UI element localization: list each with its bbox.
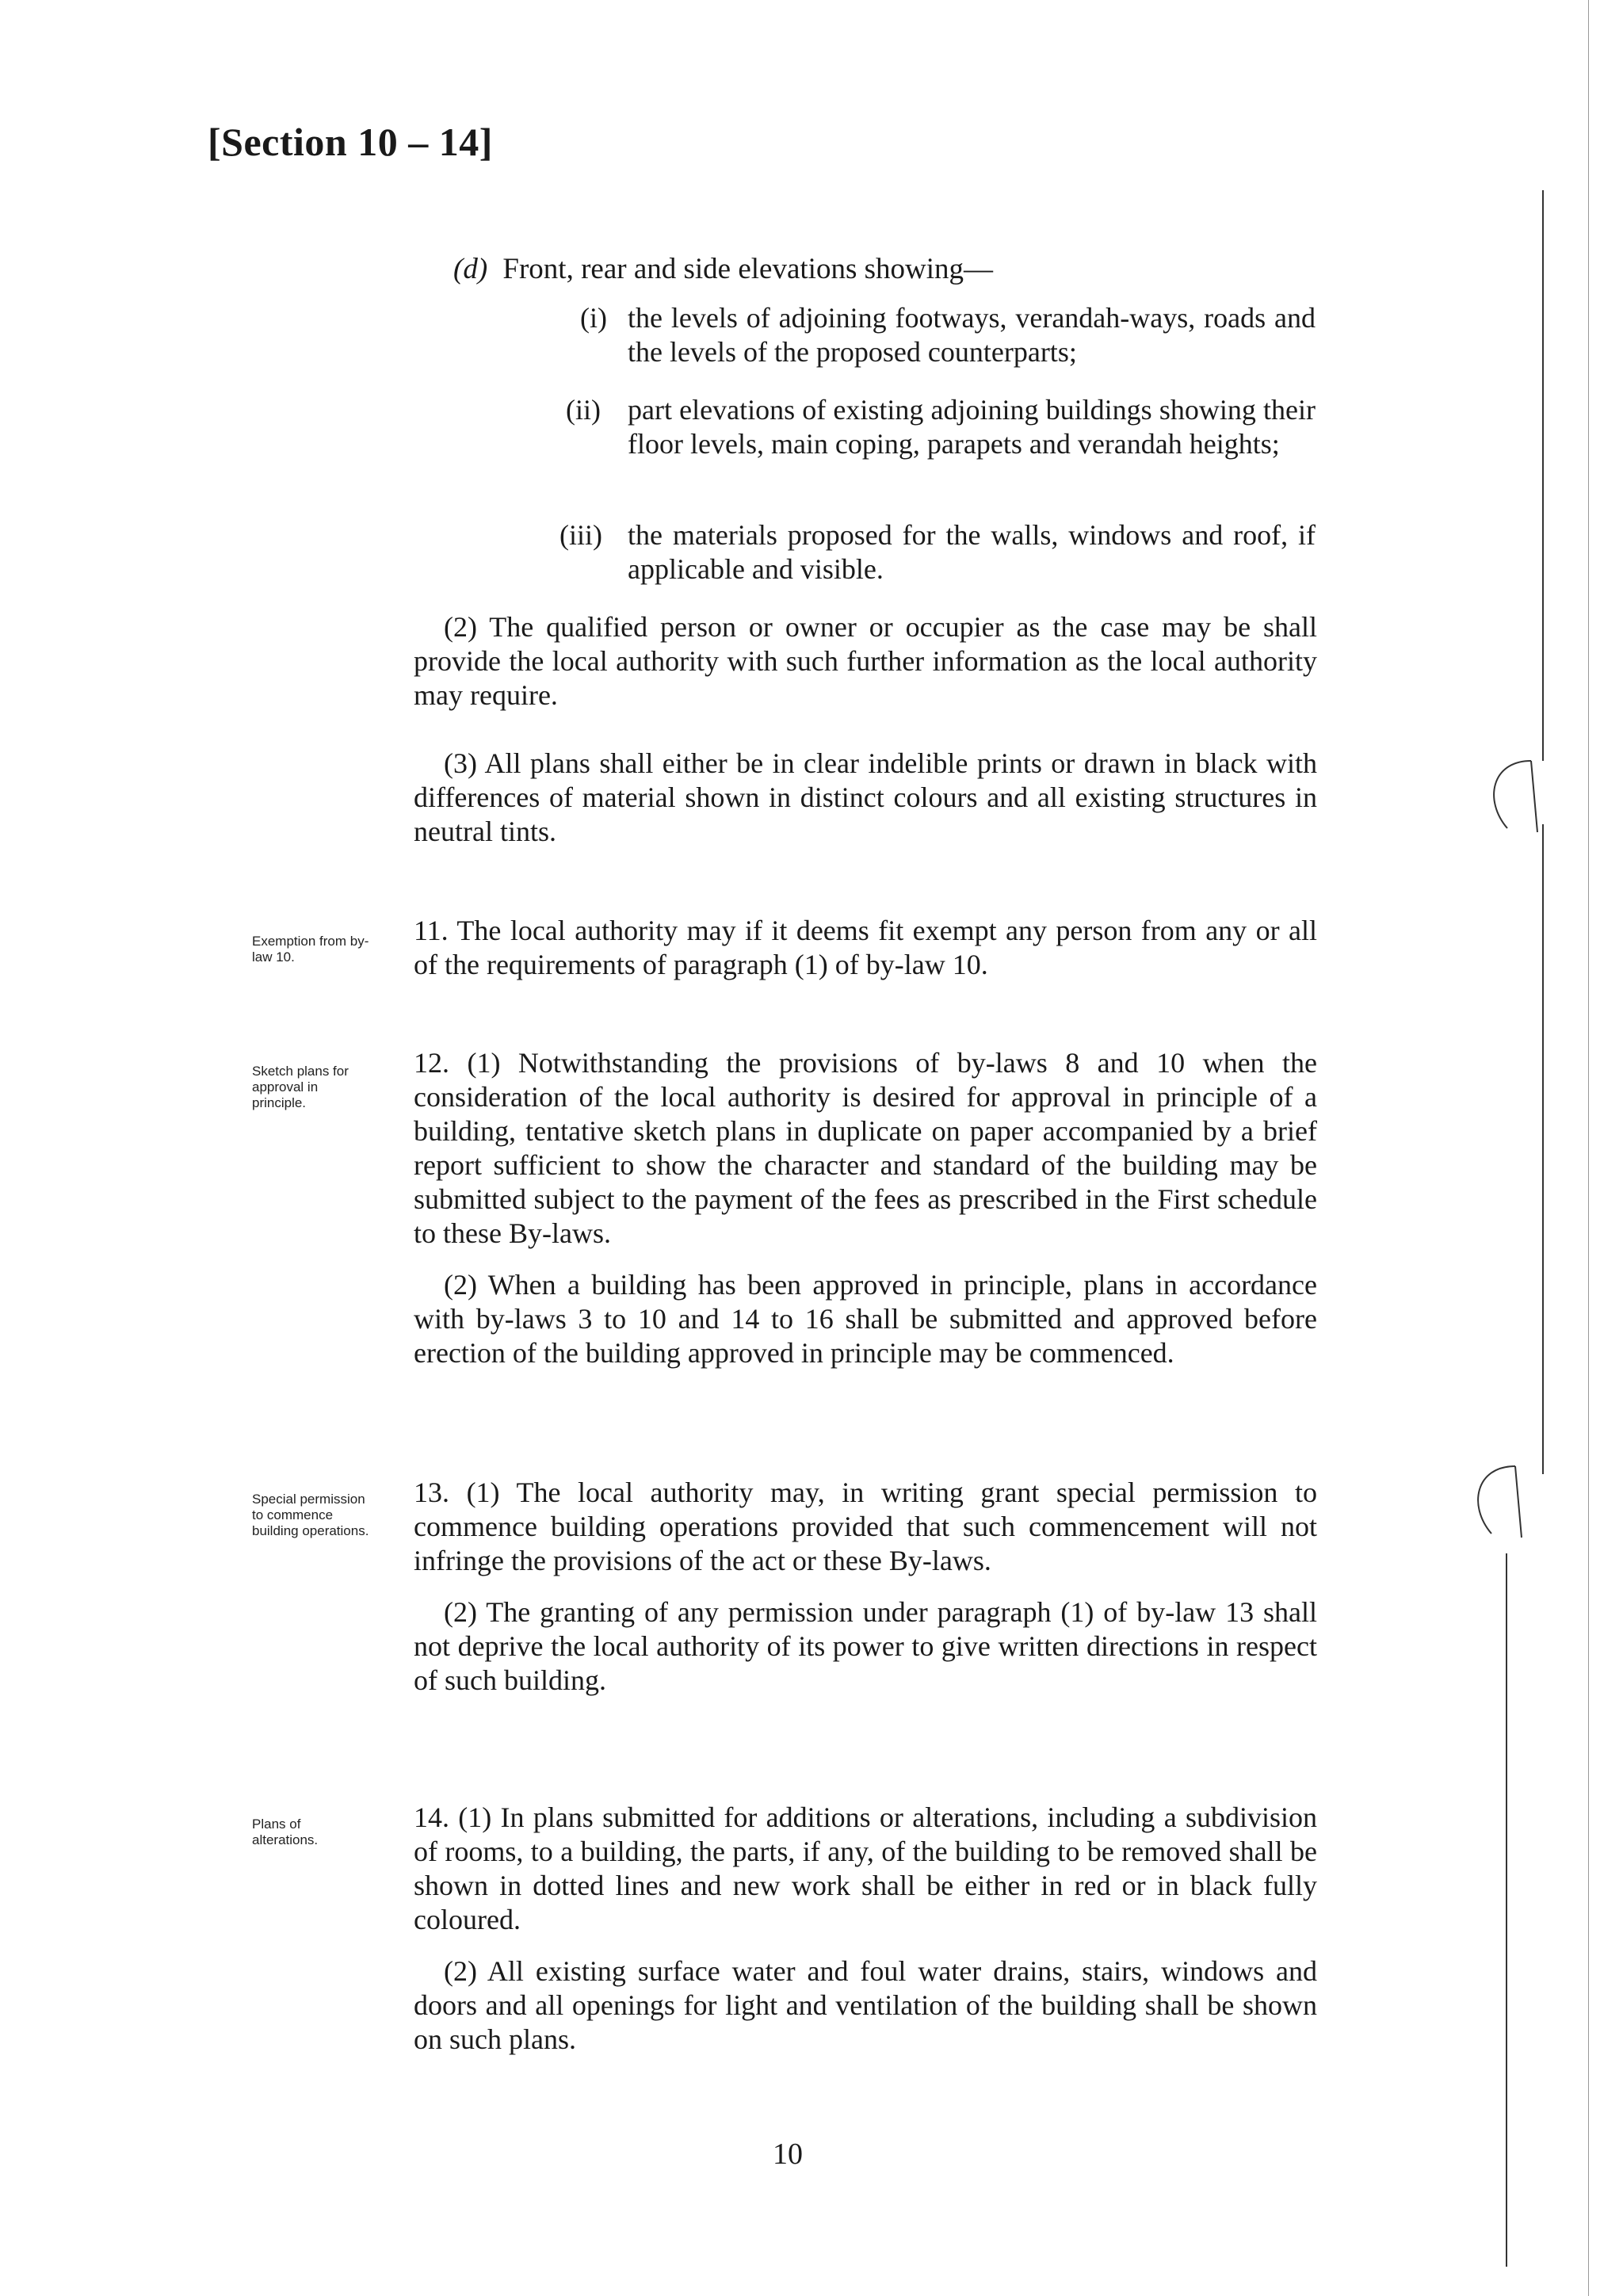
subitem-i <box>580 301 1316 369</box>
margin-note-13: Special permission to commence building operations. <box>252 1492 369 1538</box>
section-12-para-1: 12. (1) Notwithstanding the provisions of by-laws 8 and 10 when the consideration of the local authority is desired for approval in principle of a building, tentative sketch plans in duplicate on paper accompanied by a brief report sufficient to show the character and standard of the building may be submitted subject to the payment of the fees as prescribed in the First schedule to these By-laws. <box>414 1047 1317 1249</box>
section-11-text: 11. The local authority may if it deems fit exempt any person from any or all of the requirements of paragraph (1) of by-law 10. <box>414 915 1317 980</box>
binding-edge-line <box>1542 824 1544 1474</box>
paragraph-10-3 <box>414 747 1317 849</box>
subitem-iii-text: the materials proposed for the walls, windows and roof, if applicable and visible. <box>628 519 1316 585</box>
section-13-para-2: (2) The granting of any permission under paragraph (1) of by-law 13 shall not deprive the local authority of its power to give written directions in respect of such building. <box>414 1596 1317 1696</box>
item-d <box>453 252 993 286</box>
item-d-label: (d) <box>453 253 488 285</box>
section-14-para-1: 14. (1) In plans submitted for additions or alterations, including a subdivision of rooms, to a building, the parts, if any, of the building to be removed shall be shown in dotted lines and new work shall be either in red or in black fully coloured. <box>414 1801 1317 1935</box>
margin-note-11: Exemption from by-law 10. <box>252 934 369 965</box>
subitem-ii <box>566 393 1316 461</box>
margin-note-12: Sketch plans for approval in principle. <box>252 1064 349 1110</box>
paragraph-10-3-text: (3) All plans shall either be in clear indelible prints or drawn in black with differences of material shown in distinct colours and all existing structures in neutral tints. <box>414 747 1317 847</box>
section-header: [Section 10 – 14] <box>208 120 493 164</box>
margin-note-14: Plans of alterations. <box>252 1817 319 1847</box>
paragraph-10-2 <box>414 610 1317 712</box>
binding-hole-icon <box>1460 1458 1531 1545</box>
subitem-i-text: the levels of adjoining footways, verandah-ways, roads and the levels of the proposed counterparts; <box>628 302 1316 368</box>
section-12-para-2: (2) When a building has been approved in principle, plans in accordance with by-laws 3 to 10 and 14 to 16 shall be submitted and approved before erection of the building approved in principle may be commenced. <box>414 1269 1317 1369</box>
binding-edge-line <box>1506 1553 1507 2267</box>
subitem-iii-number: (iii) <box>559 519 602 551</box>
section-13-para-1: 13. (1) The local authority may, in writing grant special permission to commence building operations provided that such commencement will not infringe the provisions of the act or these By-laws. <box>414 1477 1317 1576</box>
subitem-i-number: (i) <box>580 302 607 334</box>
paragraph-10-2-text: (2) The qualified person or owner or occupier as the case may be shall provide the local authority with such further information as the local authority may require. <box>414 611 1317 711</box>
item-d-text: Front, rear and side elevations showing— <box>502 253 993 285</box>
section-14-para-2: (2) All existing surface water and foul water drains, stairs, windows and doors and all openings for light and ventilation of the building shall be shown on such plans. <box>414 1955 1317 2055</box>
subitem-ii-number: (ii) <box>566 394 601 426</box>
page-number: 10 <box>773 2137 803 2171</box>
section-13 <box>414 1476 1317 1698</box>
section-12 <box>414 1046 1317 1370</box>
section-14 <box>414 1801 1317 2057</box>
binding-hole-icon <box>1476 753 1547 840</box>
binding-edge-line <box>1588 0 1589 2296</box>
binding-edge-line <box>1542 190 1544 761</box>
subitem-ii-text: part elevations of existing adjoining buildings showing their floor levels, main coping, parapets and verandah heights; <box>628 394 1316 460</box>
subitem-iii <box>559 518 1316 586</box>
section-11 <box>414 914 1317 982</box>
